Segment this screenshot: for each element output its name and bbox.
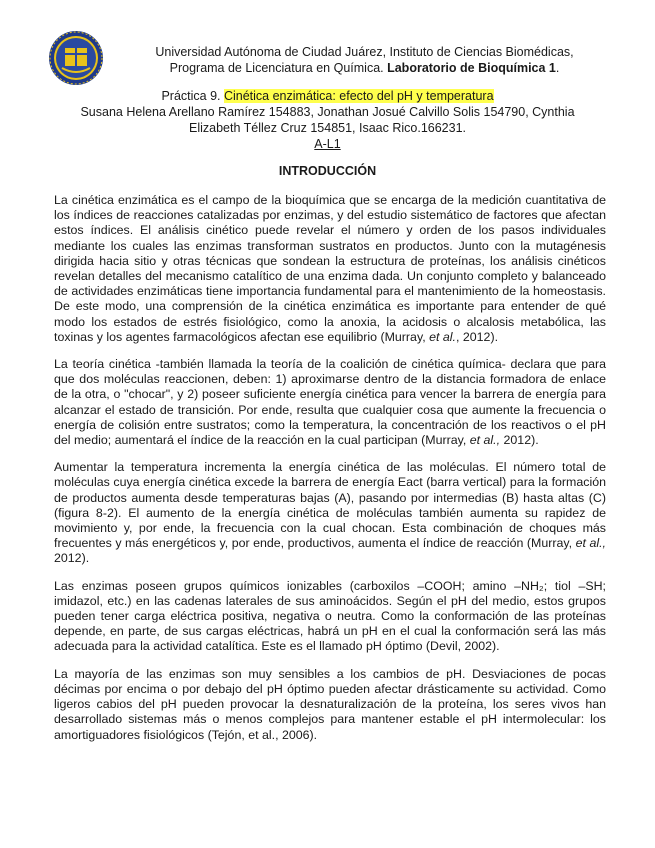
document-header [104, 44, 625, 76]
paragraph-2: La teoría cinética -también llamada la teoría de la coalición de cinética química- declara que para que dos moléculas reaccionen, deben: 1) aproximarse dentro de la distancia formadora de enlace de la otra, o "chocar", y 2) poseer suficiente energía cinética para vencer la barrera de energía para alcanzar el estado de transición. Por ende, resulta que cualquier cosa que aumente la frecuencia o energía de colisión entre sustratos; como la temperatura, la concentración de los reactivos o el pH del medio; aumentará el índice de la reacción en la cual participan (Murray, et al., 2012). [54, 357, 606, 448]
authors-line-2: Elizabeth Téllez Cruz 154851, Isaac Rico.166231. [188, 121, 467, 135]
authors-line-1: Susana Helena Arellano Ramírez 154883, Jonathan Josué Calvillo Solis 154790, Cynthia [80, 105, 575, 119]
introduction-body [54, 193, 606, 755]
highlighted-title: Cinética enzimática: efecto del pH y temperatura [223, 89, 494, 103]
section-heading: INTRODUCCIÓN [278, 164, 377, 178]
paragraph-4: Las enzimas poseen grupos químicos ionizables (carboxilos –COOH; amino –NH₂; tiol –SH; imidazol, etc.) en las cadenas laterales de sus aminoácidos. Según el pH del medio, estos grupos pueden tener carga eléctrica positiva, negativa o neutra. Como la conformación de las proteínas depende, en parte, de sus cargas eléctricas, habrá un pH en el cual la conformación será las más adecuada para la actividad catalítica. Este es el llamado pH óptimo (Devil, 2002). [54, 578, 606, 654]
institution-line: Universidad Autónoma de Ciudad Juárez, Instituto de Ciencias Biomédicas, [155, 45, 574, 59]
practice-info [40, 88, 615, 152]
paragraph-1: La cinética enzimática es el campo de la bioquímica que se encarga de la medición cuantitativa de los índices de reacciones catalizadas por enzimas, y del estudio sistemático de factores que afectan estos índices. El análisis cinético puede revelar el número y orden de los pasos individuales mediante los cuales las enzimas transforman sustratos en productos. Junto con la mutagénesis dirigida hacia sitio y otras técnicas que sondean la estructura de proteínas, los análisis cinéticos revelan detalles del mecanismo catalítico de una enzima dada. Un conjunto completo y balanceado de actividades enzimáticas tiene importancia fundamental para el mantenimiento de la homeostasis. De este modo, una comprensión de la cinética enzimática es importante para entender de qué modo los estados de estrés fisiológico, como la anoxia, la acidosis o alcalosis metabólica, las toxinas y los agentes farmacológicos afectan ese equilibrio (Murray, et al., 2012). [54, 193, 606, 344]
paragraph-5: La mayoría de las enzimas son muy sensibles a los cambios de pH. Desviaciones de pocas décimas por encima o por debajo del pH óptimo pueden afectar drásticamente su actividad. Como ligeros cabios del pH pueden provocar la desnaturalización de la proteína, los seres vivos han desarrollado sistemas más o menos complejos para mantener estable el pH intermolecular: los amortiguadores fisiológicos (Tejón, et al., 2006). [54, 666, 606, 742]
university-seal-logo [48, 30, 104, 86]
paragraph-3: Aumentar la temperatura incrementa la energía cinética de las moléculas. El número total de moléculas cuya energía cinética excede la barrera de energía Eact (barra vertical) para la formación de productos aumenta desde temperaturas bajas (A), pasando por intermedias (B) hasta altas (C) (figura 8-2). El aumento de la energía cinética de moléculas también aumenta su rapidez de movimiento y, por ende, la frecuencia con la cual chocan. Esta combinación de choques más frecuentes y más energéticos y, por ende, productivos, aumenta el índice de reacción (Murray, et al., 2012). [54, 460, 606, 566]
group-code: A-L1 [314, 137, 341, 151]
lab-name: Laboratorio de Bioquímica 1 [387, 61, 556, 75]
program-line: Programa de Licenciatura en Química. Laboratorio de Bioquímica 1. [169, 61, 560, 75]
practice-title: Práctica 9. Cinética enzimática: efecto del pH y temperatura [161, 89, 494, 103]
